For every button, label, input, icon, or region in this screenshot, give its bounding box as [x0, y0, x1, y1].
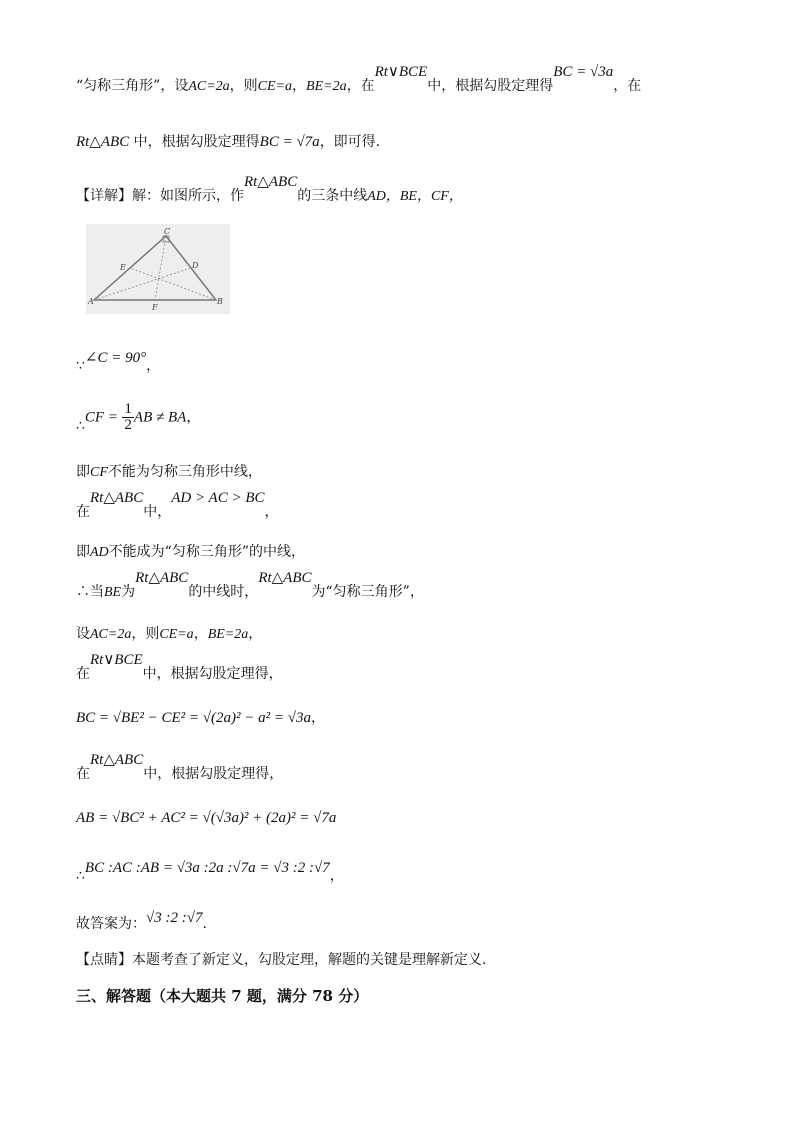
math: AC=2a: [188, 79, 230, 94]
math-formula-answer: √3 :2 :√7: [146, 910, 203, 926]
text: 中，: [143, 504, 172, 520]
text: .: [202, 916, 207, 932]
therefore-symbol: ∴: [76, 868, 85, 884]
math-formula: Rt△ABC: [135, 570, 189, 586]
text: ，即可得.: [319, 134, 381, 150]
text: ，在: [346, 78, 375, 94]
text: 的三条中线: [297, 188, 368, 204]
math-formula: Rt∨BCE: [374, 64, 428, 80]
section-title: 三、解答题（本大题共 7 题，满分 78 分）: [76, 987, 369, 1005]
text-line-15: [76, 858, 344, 884]
math-formula: Rt△ABC: [258, 570, 312, 586]
text: ，: [146, 358, 161, 374]
text: ，: [193, 626, 208, 642]
text-line-10: [76, 624, 262, 645]
math: CF: [90, 465, 108, 480]
text-line-11: [76, 652, 283, 684]
math-formula: Rt△ABC: [90, 752, 144, 768]
text: 中，根据勾股定理得，: [142, 666, 283, 682]
math-formula: Rt∨BCE: [90, 652, 143, 668]
text: ，则: [131, 626, 160, 642]
text: ∴当: [76, 584, 104, 600]
text: 中，根据勾股定理得: [427, 78, 554, 94]
text: ，: [292, 78, 307, 94]
median-cf: [155, 236, 166, 300]
text: 中，根据勾股定理得: [133, 134, 260, 150]
text-line-5: [76, 402, 200, 433]
math-formula: AB ≠ BA: [133, 409, 187, 426]
fraction-half: [122, 402, 134, 433]
math-formula: ∠C = 90°: [84, 350, 147, 366]
math: AC=2a: [90, 627, 132, 642]
comment-text: 【点睛】本题考查了新定义，勾股定理，解题的关键是理解新定义.: [76, 952, 487, 968]
math: CE=a: [159, 627, 194, 642]
text-line-6: [76, 462, 262, 483]
math-formula: BC = √3a: [553, 64, 614, 80]
text-line-17: [76, 950, 486, 970]
text: 为“匀称三角形”，: [311, 584, 424, 600]
math: AD，BE，CF，: [367, 189, 463, 204]
math-formula: Rt△ABC: [244, 174, 298, 190]
because-symbol: ∵: [76, 358, 85, 374]
text-line-8: [76, 542, 305, 563]
text-line-16: [76, 908, 207, 932]
section-heading: [76, 986, 368, 1006]
text-line-3: [76, 174, 463, 207]
therefore-symbol: ∴: [76, 417, 85, 434]
text: “匀称三角形”，设: [76, 78, 189, 94]
text: ，: [186, 409, 201, 426]
text-line-13: [76, 752, 284, 784]
text: ，: [264, 504, 279, 520]
label-d: D: [192, 261, 199, 270]
numerator: 1: [124, 401, 132, 417]
text: ，: [329, 868, 344, 884]
text-line-1: [76, 64, 642, 97]
triangle-diagram: [86, 224, 230, 314]
triangle-figure: [86, 224, 230, 314]
text-line-12: [76, 708, 325, 728]
text-line-4: [76, 348, 161, 374]
label-e: E: [120, 263, 126, 272]
label-a: A: [88, 297, 94, 306]
math: AD: [90, 545, 109, 560]
math-formula: BC = √7a: [259, 134, 320, 150]
math-formula: AD > AC > BC: [171, 490, 265, 506]
math-formula: Rt△ABC: [90, 490, 144, 506]
text: 不能成为“匀称三角形”的中线，: [108, 544, 305, 560]
math-formula-ratio: BC :AC :AB = √3a :2a :√7a = √3 :2 :√7: [84, 860, 330, 876]
text: 设: [76, 626, 90, 642]
text: 即: [76, 544, 90, 560]
text: 的中线时，: [188, 584, 259, 600]
text: 在: [76, 766, 90, 782]
text: ，在: [613, 78, 642, 94]
text: 在: [76, 666, 90, 682]
text: ，: [310, 710, 325, 726]
text: 不能为匀称三角形中线，: [107, 464, 262, 480]
text-line-14: [76, 808, 336, 828]
text: 在: [76, 504, 90, 520]
text-line-9: [76, 570, 424, 603]
denominator: 2: [124, 417, 132, 433]
math-formula-bc: BC = √BE² − CE² = √(2a)² − a² = √3a: [76, 710, 311, 726]
math: CE=a: [257, 79, 293, 94]
text: ，则: [229, 78, 258, 94]
text: 为: [121, 584, 136, 600]
label-f: F: [152, 303, 158, 312]
math-formula: Rt△ABC: [76, 134, 130, 150]
math-formula: CF =: [84, 409, 118, 426]
math-formula-ab: AB = √BC² + AC² = √(√3a)² + (2a)² = √7a: [76, 810, 337, 826]
label-b: B: [217, 297, 223, 306]
text: 中，根据勾股定理得，: [143, 766, 284, 782]
math: BE: [104, 585, 122, 600]
math: BE=2a: [306, 79, 347, 94]
text: 【详解】解：如图所示，作: [76, 188, 244, 204]
text: 故答案为：: [76, 916, 146, 932]
median-ad: [94, 268, 191, 300]
label-c: C: [164, 227, 171, 236]
text-line-7: [76, 490, 279, 522]
text-line-2: [76, 132, 380, 152]
text: ，: [248, 626, 263, 642]
math: BE=2a: [207, 627, 249, 642]
text: 即: [76, 464, 90, 480]
